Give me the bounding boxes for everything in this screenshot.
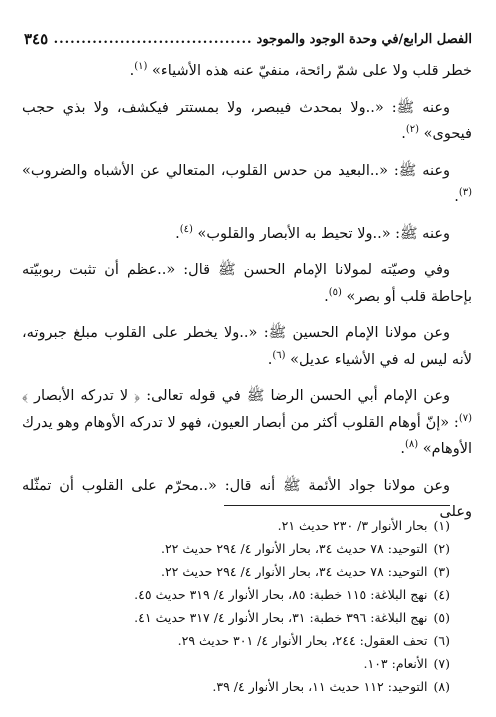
paragraph-text: خطر قلب ولا على شمّ رائحة، منفيّ عنه هذه الأشياء» — [152, 63, 472, 79]
running-header — [24, 28, 472, 50]
paragraph: وعنه ﷺ: «..ولا بمحدث فيبصر، ولا بمستتر فيكشف، ولا بذي حجب فيحوى» $^{(٢)}$. — [22, 99, 472, 142]
footnote — [30, 675, 450, 698]
paragraph: وعن الإمام أبي الحسن الرضا ﷺ في قوله تعالى: ﴿ لا تدركه الأبصار ﴾ $^{(٧)}$: «إنّ أوهام القلوب أكثر من أبصار العيون، فهو لا تدركه الأوهام وهو يدرك الأوهام» $^{(٨)}$. — [22, 388, 472, 457]
paragraph: وعن مولانا الإمام الحسين ﷺ: «..ولا يخطر على القلوب مبلغ جبروته، لأنه ليس له في الأشياء عديل» $^{(٦)}$. — [22, 325, 472, 368]
paragraph-text: وعنه ﷺ: «..ولا تحيط به الأبصار والقلوب» — [197, 225, 450, 242]
paragraph-text: : «إنّ أوهام القلوب أكثر من أبصار العيون، فهو لا تدركه الأوهام وهو يدرك الأوهام» — [22, 414, 472, 457]
paragraph: وفي وصيّته لمولانا الإمام الحسن ﷺ قال: «..عظم أن تثبت ربوبيّته بإحاطة قلب أو بصر» $^{(٥)}$. — [22, 262, 472, 305]
paragraph: وعنه ﷺ: «..ولا تحيط به الأبصار والقلوب» $^{(٤)}$. — [175, 223, 450, 242]
paragraph-text: وعنه ﷺ: «..ولا بمحدث فيبصر، ولا بمستتر فيكشف، ولا بذي حجب فيحوى» — [22, 99, 472, 142]
leader-dots — [52, 32, 252, 47]
footnote-number: (١) — [433, 518, 450, 533]
paragraph-text: وعن مولانا جواد الأئمة ﷺ أنه قال: «..محرّم على القلوب أن تمثّله وعلى — [22, 477, 472, 520]
footnote-separator — [224, 505, 450, 506]
footnote-number: (٦) — [433, 633, 450, 648]
page-number: ٣٤٥ — [24, 30, 49, 48]
footnote-number: (٢) — [433, 541, 450, 556]
footnote-text: التوحيد: ١١٢ حديث ١١، بحار الأنوار ٤/ ٣٩. — [212, 679, 428, 694]
footnote-text: التوحيد: ٧٨ حديث ٣٤، بحار الأنوار ٤/ ٢٩٤ حديث ٢٢. — [160, 564, 428, 579]
footnote-text: تحف العقول: ٢٤٤، بحار الأنوار ٤/ ٣٠١ حديث ٢٩. — [177, 633, 428, 648]
chapter-title: الفصل الرابع/في وحدة الوجود والموجود — [256, 31, 472, 47]
footnote-text: التوحيد: ٧٨ حديث ٣٤، بحار الأنوار ٤/ ٢٩٤ حديث ٢٢. — [160, 541, 428, 556]
paragraph: خطر قلب ولا على شمّ رائحة، منفيّ عنه هذه الأشياء» $^{(١)}$. — [129, 61, 472, 79]
footnote-ref: (٦) — [272, 349, 286, 361]
footnote-ref: (٤) — [179, 223, 193, 235]
main-text — [22, 58, 472, 536]
footnote — [30, 629, 450, 652]
paragraph: وعنه ﷺ: «..البعيد من حدس القلوب، المتعالي عن الأشباه والضروب» $^{(٣)}$. — [22, 162, 472, 205]
footnote-ref: (٣) — [458, 187, 472, 199]
footnote — [30, 652, 450, 675]
footnote — [30, 560, 450, 583]
paragraph-text: وعنه ﷺ: «..البعيد من حدس القلوب، المتعالي عن الأشباه والضروب» — [22, 162, 450, 179]
footnote-number: (٤) — [433, 587, 450, 602]
footnote-number: (٧) — [433, 656, 450, 671]
footnote-text: الأنعام: ١٠٣. — [363, 656, 428, 671]
footnote — [30, 606, 450, 629]
footnote-ref: (٨) — [404, 439, 419, 451]
footnote-ref: (١) — [134, 61, 148, 73]
footnote — [30, 537, 450, 560]
footnote — [30, 514, 450, 537]
footnote-ref: (٧) — [458, 412, 472, 424]
paragraph-text: وعن الإمام أبي الحسن الرضا ﷺ في قوله تعالى: ﴿ لا تدركه الأبصار ﴾ — [22, 388, 450, 404]
footnote-number: (٥) — [433, 610, 450, 625]
footnote-number: (٨) — [433, 679, 450, 694]
footnote-ref: (٥) — [328, 286, 342, 298]
footnote-text: نهج البلاغة: ١١٥ خطبة: ٨٥، بحار الأنوار ٤/ ٣١٩ حديث ٤٥. — [134, 587, 428, 602]
paragraph-text: وفي وصيّته لمولانا الإمام الحسن ﷺ قال: «..عظم أن تثبت ربوبيّته بإحاطة قلب أو بصر» — [22, 262, 472, 305]
footnote-text: بحار الأنوار ٣/ ٢٣٠ حديث ٢١. — [277, 518, 428, 533]
footnote-text: نهج البلاغة: ٣٩٦ خطبة: ٣١، بحار الأنوار ٤/ ٣١٧ حديث ٤١. — [134, 610, 428, 625]
footnote — [30, 583, 450, 606]
footnotes — [30, 514, 450, 698]
footnote-number: (٣) — [433, 564, 450, 579]
footnote-ref: (٢) — [405, 124, 419, 136]
paragraph-text: وعن مولانا الإمام الحسين ﷺ: «..ولا يخطر على القلوب مبلغ جبروته، لأنه ليس له في الأشياء عديل» — [22, 325, 472, 368]
